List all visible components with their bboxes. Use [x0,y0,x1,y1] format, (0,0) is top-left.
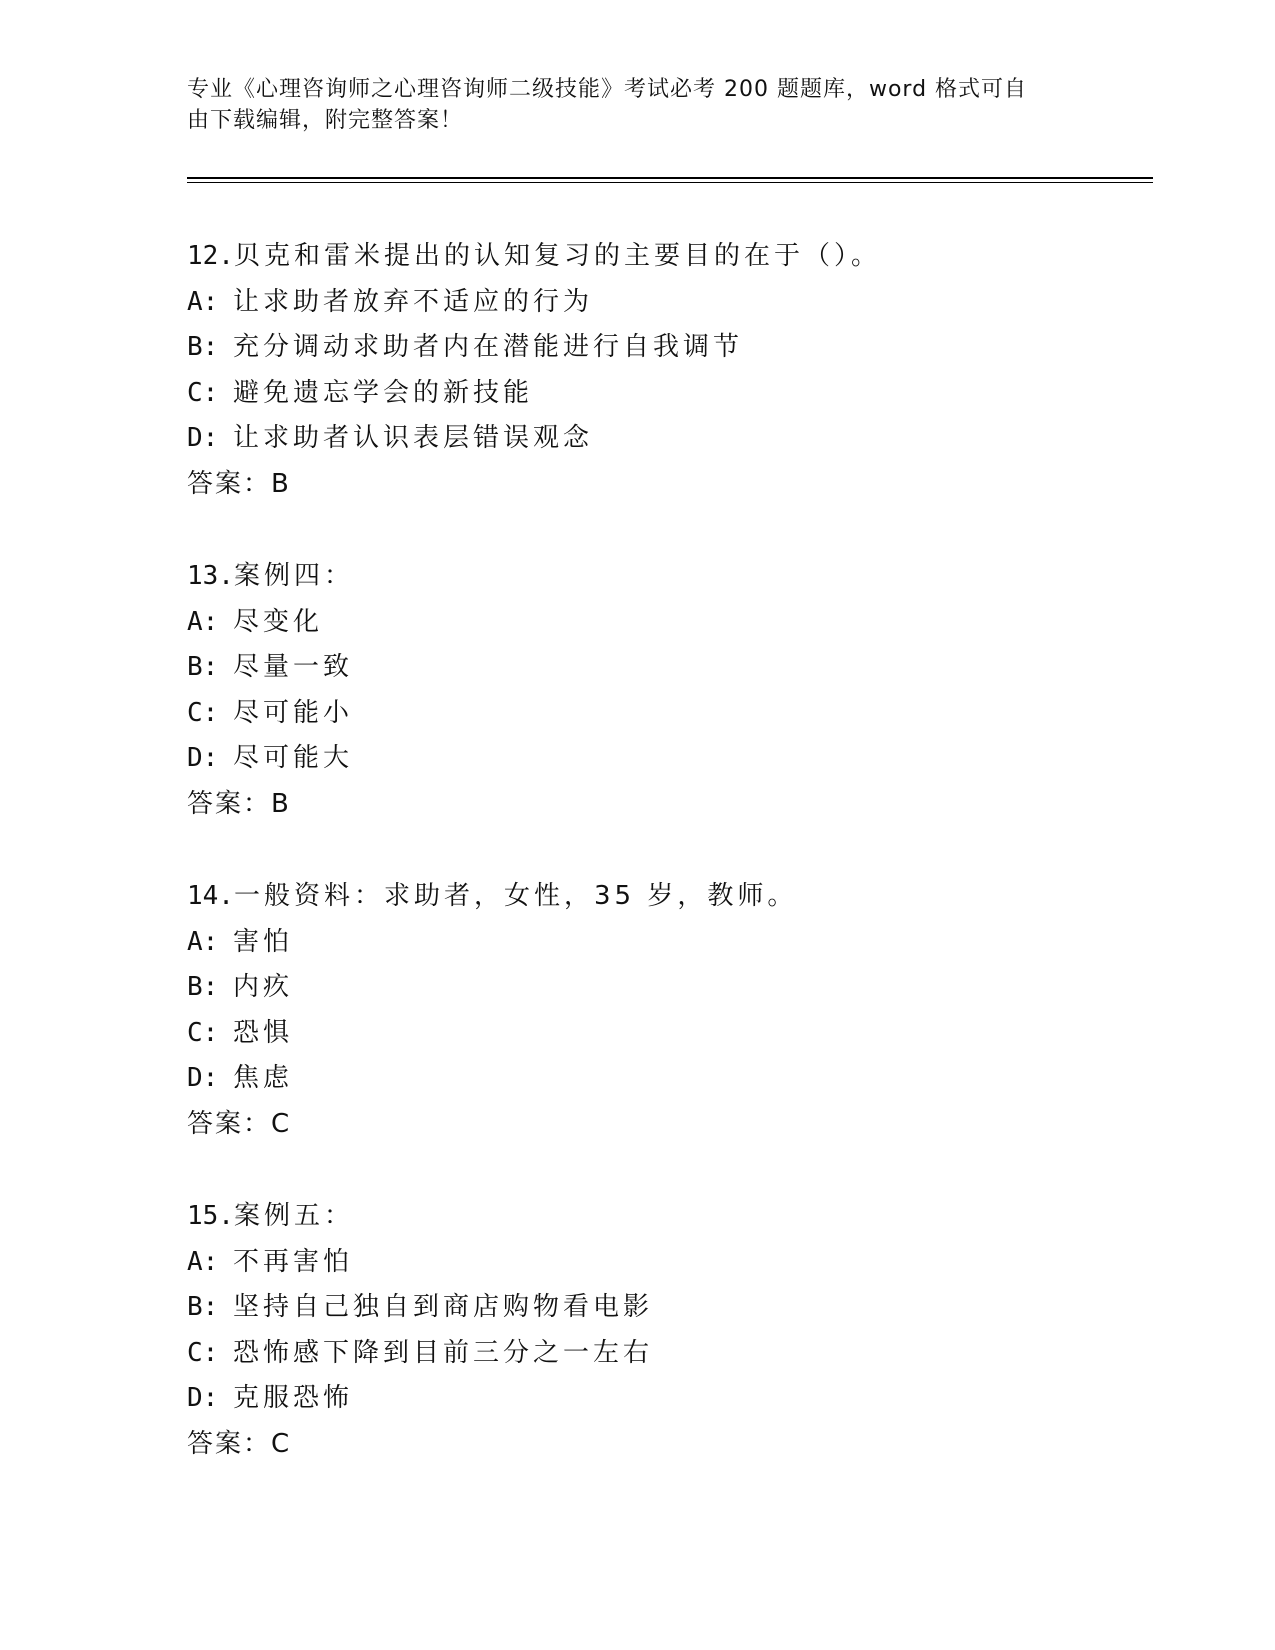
answer-label: 答案： [187,468,272,499]
question-block [187,234,1147,507]
header-rule-thick [187,177,1153,179]
question-number: 13. [187,561,234,591]
option-a [187,600,1147,646]
option-letter: B: [187,332,219,362]
answer-value: B [271,788,293,819]
option-letter: C: [187,377,219,408]
option-text: 不再害怕 [233,1246,354,1277]
option-text: 让求助者认识表层错误观念 [233,423,594,453]
question-text: 案例五： [233,1201,354,1231]
option-letter: B: [187,652,219,682]
header-line-1: 专业《心理咨询师之心理咨询师二级技能》考试必考 200 题题库，word 格式可自 [187,77,1028,102]
option-text: 坚持自己独自到商店购物看电影 [233,1292,654,1322]
option-d [187,736,1147,782]
option-b [187,645,1147,691]
option-b [187,325,1147,371]
option-letter: A: [187,286,219,317]
option-a [187,280,1147,326]
question-text: 贝克和雷米提出的认知复习的主要目的在于（）。 [233,241,881,271]
option-c [187,691,1147,737]
answer-value: B [271,468,293,499]
option-c [187,1011,1147,1057]
option-text: 尽可能小 [233,697,354,728]
header-line-2: 由下载编辑，附完整答案！ [187,108,464,133]
answer-value: C [271,1428,294,1459]
option-letter: D: [187,423,219,453]
option-a [187,1240,1147,1286]
answer-value: C [271,1108,294,1139]
question-block [187,1194,1147,1467]
answer-label: 答案： [187,788,272,819]
answer-line [187,1422,1147,1468]
question-number: 14. [187,881,234,911]
option-text: 让求助者放弃不适应的行为 [233,286,594,317]
option-letter: C: [187,1337,219,1368]
option-letter: B: [187,1292,219,1322]
question-block [187,554,1147,827]
option-letter: D: [187,743,219,773]
question-number: 15. [187,1201,234,1231]
option-letter: C: [187,1017,219,1048]
header-rule-thin [187,182,1153,183]
question-stem [187,1194,1147,1240]
answer-label: 答案： [187,1428,272,1459]
option-text: 恐怖感下降到目前三分之一左右 [233,1337,654,1368]
option-text: 害怕 [233,926,294,957]
option-letter: A: [187,606,219,637]
option-letter: D: [187,1383,219,1413]
question-text: 案例四： [233,561,354,591]
answer-line [187,782,1147,828]
option-letter: B: [187,972,219,1002]
option-text: 充分调动求助者内在潜能进行自我调节 [233,332,744,362]
answer-line [187,1102,1147,1148]
option-text: 尽变化 [233,606,324,637]
option-text: 克服恐怖 [233,1383,354,1413]
option-text: 避免遗忘学会的新技能 [233,377,534,408]
option-c [187,371,1147,417]
document-header [187,74,1067,136]
option-text: 内疚 [233,972,294,1002]
answer-line [187,462,1147,508]
question-stem [187,234,1147,280]
answer-label: 答案： [187,1108,272,1139]
option-b [187,1285,1147,1331]
option-text: 恐惧 [233,1017,294,1048]
question-text: 一般资料：求助者，女性，35 岁，教师。 [233,881,798,911]
option-text: 尽量一致 [233,652,354,682]
question-stem [187,874,1147,920]
option-d [187,416,1147,462]
option-letter: D: [187,1063,219,1093]
option-text: 尽可能大 [233,743,354,773]
question-number: 12. [187,241,234,271]
question-block [187,874,1147,1147]
option-d [187,1056,1147,1102]
option-text: 焦虑 [233,1063,294,1093]
option-letter: C: [187,697,219,728]
option-d [187,1376,1147,1422]
option-a [187,920,1147,966]
option-b [187,965,1147,1011]
question-stem [187,554,1147,600]
option-c [187,1331,1147,1377]
option-letter: A: [187,1246,219,1277]
option-letter: A: [187,926,219,957]
